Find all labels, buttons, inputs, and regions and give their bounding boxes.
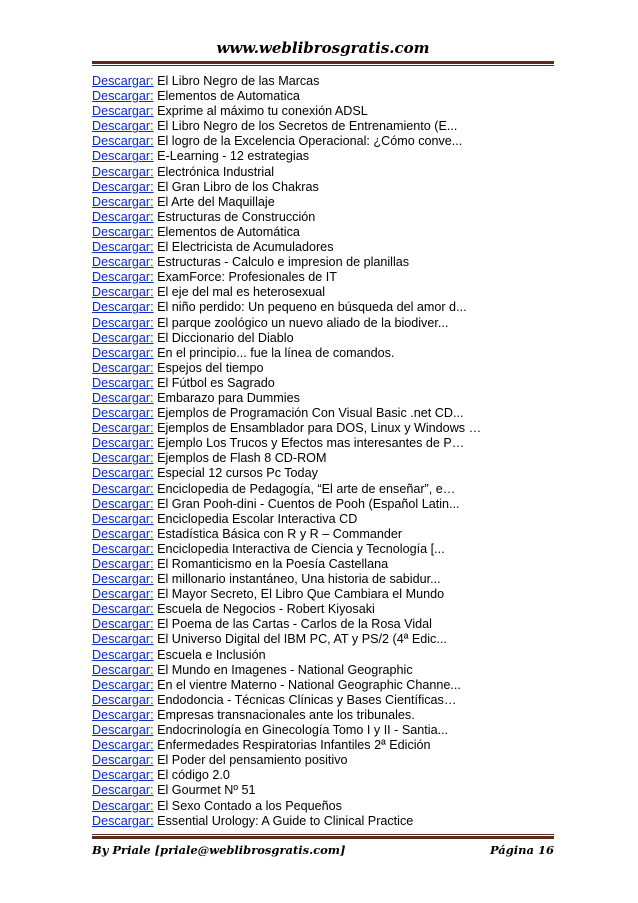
list-item [92,783,562,798]
list-item [92,165,562,180]
header-site-title: www.weblibrosgratis.com [216,39,430,57]
download-link[interactable]: Descargar: [92,662,154,677]
download-list [92,74,562,829]
list-item [92,119,562,134]
list-item [92,406,562,421]
book-title: El Romanticismo en la Poesía Castellana [157,557,389,571]
download-link[interactable]: Descargar: [92,255,154,270]
book-title: Endodoncia - Técnicas Clínicas y Bases Científicas… [157,692,457,707]
book-title: El Libro Negro de las Marcas [157,74,320,88]
download-link[interactable]: Descargar: [92,541,154,556]
download-link[interactable]: Descargar: [92,285,154,300]
list-item [92,512,562,527]
list-item [92,451,562,466]
list-item [92,104,562,119]
book-title: El niño perdido: Un pequeno en búsqueda del amor d... [157,300,467,315]
list-item [92,482,562,497]
list-item [92,134,562,149]
download-link[interactable]: Descargar: [92,587,154,602]
book-title: En el principio... fue la línea de comandos. [157,345,395,360]
download-link[interactable]: Descargar: [92,557,154,571]
book-title: El Mundo en Imagenes - National Geographic [157,662,413,677]
book-title: Electrónica Industrial [157,164,274,179]
download-link[interactable]: Descargar: [92,451,154,466]
list-item [92,376,562,391]
download-link[interactable]: Descargar: [92,149,154,164]
book-title: Enciclopedia Escolar Interactiva CD [157,511,358,526]
footer [92,842,554,858]
book-title: E-Learning - 12 estrategias [157,149,310,164]
download-link[interactable]: Descargar: [92,526,154,541]
download-link[interactable]: Descargar: [92,104,154,119]
book-title: El Diccionario del Diablo [157,330,294,345]
book-title: El Poder del pensamiento positivo [157,753,348,768]
list-item [92,768,562,783]
list-item [92,195,562,210]
list-item [92,678,562,693]
book-title: Elementos de Automatica [157,89,300,104]
list-item [92,255,562,270]
download-link[interactable]: Descargar: [92,315,154,330]
list-item [92,270,562,285]
book-title: En el vientre Materno - National Geographic Channe... [157,677,461,692]
book-title: Embarazo para Dummies [157,390,300,405]
list-item [92,617,562,632]
list-item [92,361,562,376]
book-title: Estadística Básica con R y R – Commander [157,526,403,541]
list-item [92,89,562,104]
list-item [92,180,562,195]
download-link[interactable]: Descargar: [92,164,154,179]
book-title: Elementos de Automática [157,224,300,239]
list-item [92,466,562,481]
footer-author: By Priale [priale@weblibrosgratis.com] [92,843,346,857]
book-title: Enfermedades Respiratorias Infantiles 2ª Edición [157,738,431,753]
list-item [92,738,562,753]
list-item [92,285,562,300]
download-link[interactable]: Descargar: [92,375,154,390]
list-item [92,753,562,768]
book-title: El Universo Digital del IBM PC, AT y PS/2 (4ª Edic... [157,632,447,647]
download-link[interactable]: Descargar: [92,692,154,707]
list-item [92,316,562,331]
book-title: Empresas transnacionales ante los tribunales. [157,707,415,722]
download-link[interactable]: Descargar: [92,194,154,209]
list-item [92,557,562,572]
download-link[interactable]: Descargar: [92,240,154,255]
book-title: Ejemplos de Ensamblador para DOS, Linux y Windows … [157,421,482,436]
download-link[interactable]: Descargar: [92,134,154,149]
book-title: El Electricista de Acumuladores [157,240,334,255]
download-link[interactable]: Descargar: [92,481,154,496]
download-link[interactable]: Descargar: [92,813,154,828]
book-title: El eje del mal es heterosexual [157,285,326,300]
download-link[interactable]: Descargar: [92,89,154,104]
list-item [92,587,562,602]
book-title: El Gran Pooh-dini - Cuentos de Pooh (Español Latin... [157,496,460,511]
book-title: Endocrinología en Ginecología Tomo I y II - Santia... [157,723,449,738]
list-item [92,527,562,542]
list-item [92,723,562,738]
book-title: El Gourmet Nº 51 [157,783,256,798]
book-title: El Poema de las Cartas - Carlos de la Rosa Vidal [157,617,432,632]
book-title: Espejos del tiempo [157,360,264,375]
list-item [92,210,562,225]
download-link[interactable]: Descargar: [92,798,154,813]
download-link[interactable]: Descargar: [92,300,154,315]
book-title: Ejemplo Los Trucos y Efectos mas interesantes de P… [157,436,465,451]
book-title: Ejemplos de Programación Con Visual Basic .net CD... [157,406,464,421]
list-item [92,300,562,315]
list-item [92,799,562,814]
book-title: El Arte del Maquillaje [157,194,275,209]
header-divider [92,61,554,66]
book-title: Ejemplos de Flash 8 CD-ROM [157,451,327,466]
download-link[interactable]: Descargar: [92,617,154,632]
book-title: El código 2.0 [157,768,230,783]
list-item [92,708,562,723]
download-link[interactable]: Descargar: [92,783,154,798]
list-item [92,814,562,829]
download-link[interactable]: Descargar: [92,360,154,375]
book-title: Exprime al máximo tu conexión ADSL [157,104,368,119]
download-link[interactable]: Descargar: [92,511,154,526]
download-link[interactable]: Descargar: [92,179,154,194]
list-item [92,648,562,663]
list-item [92,602,562,617]
list-item [92,693,562,708]
book-title: El logro de la Excelencia Operacional: ¿Cómo conve... [157,134,463,149]
list-item [92,572,562,587]
download-link[interactable]: Descargar: [92,738,154,753]
list-item [92,149,562,164]
book-title: Escuela e Inclusión [157,647,266,662]
download-link[interactable]: Descargar: [92,707,154,722]
download-link[interactable]: Descargar: [92,647,154,662]
download-link[interactable]: Descargar: [92,602,154,617]
book-title: Especial 12 cursos Pc Today [157,466,318,481]
download-link[interactable]: Descargar: [92,768,154,783]
book-title: El Sexo Contado a los Pequeños [157,798,342,813]
book-title: El parque zoológico un nuevo aliado de la biodiver... [157,315,449,330]
download-link[interactable]: Descargar: [92,390,154,405]
book-title: El millonario instantáneo, Una historia de sabidur... [157,572,441,587]
list-item [92,331,562,346]
list-item [92,346,562,361]
book-title: El Mayor Secreto, El Libro Que Cambiara el Mundo [157,587,445,602]
list-item [92,225,562,240]
list-item [92,542,562,557]
list-item [92,497,562,512]
download-link[interactable]: Descargar: [92,496,154,511]
book-title: El Gran Libro de los Chakras [157,179,319,194]
list-item [92,421,562,436]
download-link[interactable]: Descargar: [92,330,154,345]
list-item [92,240,562,255]
book-title: El Libro Negro de los Secretos de Entrenamiento (E... [157,119,458,134]
footer-divider [92,834,554,839]
book-title: Essential Urology: A Guide to Clinical Practice [157,813,414,828]
book-title: Enciclopedia Interactiva de Ciencia y Tecnología [... [157,541,445,556]
download-link[interactable]: Descargar: [92,436,154,451]
download-link[interactable]: Descargar: [92,421,154,436]
download-link[interactable]: Descargar: [92,270,154,285]
book-title: El Fútbol es Sagrado [157,375,275,390]
book-title: Estructuras - Calculo e impresion de planillas [157,255,410,270]
download-link[interactable]: Descargar: [92,74,154,88]
list-item [92,74,562,89]
book-title: Estructuras de Construcción [157,209,316,224]
book-title: ExamForce: Profesionales de IT [157,270,337,285]
footer-page-number: Página 16 [489,843,554,857]
book-title: Escuela de Negocios - Robert Kiyosaki [157,602,375,617]
download-link[interactable]: Descargar: [92,345,154,360]
download-link[interactable]: Descargar: [92,466,154,481]
download-link[interactable]: Descargar: [92,572,154,587]
download-link[interactable]: Descargar: [92,632,154,647]
list-item [92,436,562,451]
download-link[interactable]: Descargar: [92,677,154,692]
download-link[interactable]: Descargar: [92,119,154,134]
download-link[interactable]: Descargar: [92,406,154,421]
list-item [92,391,562,406]
download-link[interactable]: Descargar: [92,753,154,768]
list-item [92,663,562,678]
download-link[interactable]: Descargar: [92,209,154,224]
download-link[interactable]: Descargar: [92,723,154,738]
download-link[interactable]: Descargar: [92,224,154,239]
book-title: Enciclopedia de Pedagogía, “El arte de enseñar”, e… [157,481,456,496]
list-item [92,632,562,647]
